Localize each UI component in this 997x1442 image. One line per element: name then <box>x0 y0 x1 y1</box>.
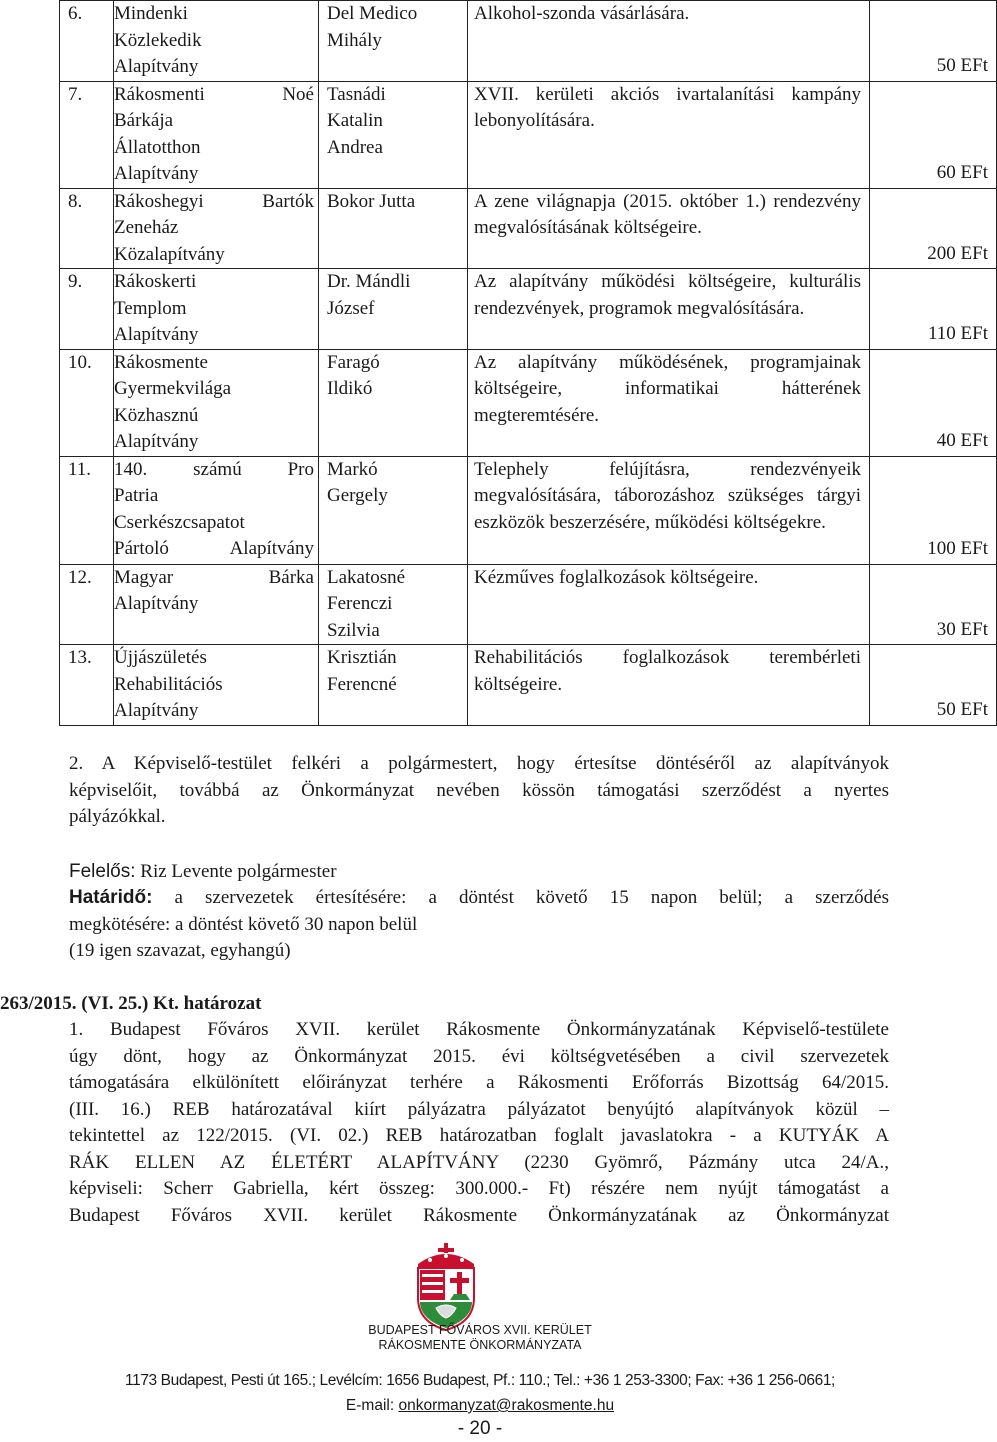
foundation-name <box>114 81 319 188</box>
foundation-name-line: Állatotthon <box>114 136 201 158</box>
grant-amount: 30 EFt <box>936 618 988 640</box>
foundation-name <box>114 349 319 456</box>
resolution-heading: 263/2015. (VI. 25.) Kt. határozat <box>0 993 262 1014</box>
responsible-line <box>69 859 889 886</box>
resolution-line: úgy dönt, hogy az Önkormányzat 2015. évi költségvetésében a civil szervezetek <box>69 1045 889 1067</box>
contact-person-line: Faragó <box>327 351 380 373</box>
contact-person-line: Mihály <box>327 29 382 51</box>
resolution-line: 1. Budapest Főváros XVII. kerület Rákosmente Önkormányzatának Képviselő-testülete <box>69 1019 889 1040</box>
table-row <box>60 564 997 645</box>
resolution-line: képviseli: Scherr Gabriella, kért összeg: 300.000.- Ft) részére nem nyújt támogatást a <box>69 1178 889 1199</box>
grants-table <box>59 0 997 726</box>
foundation-name-line: Rákoshegyi Bartók <box>114 190 314 212</box>
foundation-name-line: Mindenki <box>114 3 188 24</box>
foundation-name-line: Templom <box>114 297 187 319</box>
grant-amount-cell <box>870 349 997 456</box>
contact-person-line: Ildikó <box>327 378 373 399</box>
grant-amount-cell <box>870 188 997 269</box>
row-number: 13. <box>60 645 114 726</box>
deadline-line-1: a szervezetek értesítésére: a döntést követő 15 napon belül; a szerződés <box>152 887 889 908</box>
contact-person-line: Gergely <box>327 485 388 506</box>
grant-purpose: XVII. kerületi akciós ivartalanítási kampány lebonyolítására. <box>468 81 870 188</box>
foundation-name-line: Rákoskerti <box>114 271 197 292</box>
foundation-name-line: Alapítvány <box>114 324 199 345</box>
table-row <box>60 349 997 456</box>
foundation-name-line: Magyar Bárka <box>114 566 314 588</box>
contact-person <box>319 349 468 456</box>
foundation-name-line: 140. számú Pro <box>114 458 314 480</box>
responsible-label: Felelős: <box>69 861 136 882</box>
contact-person-line: Krisztián <box>327 647 397 668</box>
resolution-line: (III. 16.) REB határozatával kiírt pályázatra pályázatot benyújtó alapítványok közül – <box>69 1098 889 1120</box>
grant-amount-cell <box>870 645 997 726</box>
foundation-name-line: Cserkészcsapatot <box>114 511 245 533</box>
foundation-name-line: Alapítvány <box>114 163 199 184</box>
foundation-name-line: Zeneház <box>114 217 179 238</box>
foundation-name-line: Rákosmenti Noé <box>114 83 314 105</box>
grant-amount-cell <box>870 269 997 350</box>
grant-purpose: Az alapítvány működésének, programjainak költségeire, informatikai hátterének megteremtésére. <box>468 349 870 456</box>
foundation-name <box>114 269 319 350</box>
foundation-name-line: Pártoló Alapítvány <box>114 538 314 559</box>
grant-amount: 60 EFt <box>936 162 988 183</box>
foundation-name-line: Közalapítvány <box>114 243 225 265</box>
foundation-name-line: Közhasznú <box>114 404 199 426</box>
foundation-name-line: Alapítvány <box>114 700 199 721</box>
grant-amount-cell <box>870 81 997 188</box>
foundation-name-line: Rákosmente <box>114 351 208 373</box>
section-2-line: képviselőit, továbbá az Önkormányzat nevében kössön támogatási szerződést a nyertes <box>69 779 889 801</box>
contact-person <box>319 188 468 269</box>
page-number: - 20 - <box>457 1418 503 1439</box>
deadline-label: Határidő: <box>69 887 153 908</box>
grant-amount: 100 EFt <box>927 538 988 559</box>
deadline-block <box>69 885 889 965</box>
contact-person-line: Andrea <box>327 136 383 158</box>
grant-amount: 40 EFt <box>936 430 988 451</box>
row-number: 11. <box>60 456 114 564</box>
footer-email-label: E-mail: <box>345 1397 399 1414</box>
contact-person <box>319 1 468 82</box>
grant-purpose: Kézműves foglalkozások költségeire. <box>468 564 870 645</box>
table-row <box>60 188 997 269</box>
row-number: 9. <box>60 269 114 350</box>
grant-purpose: Alkohol-szonda vásárlására. <box>468 1 870 82</box>
contact-person-line: Tasnádi <box>327 83 386 105</box>
grant-purpose: Az alapítvány működési költségeire, kulturális rendezvények, programok megvalósítására. <box>468 269 870 350</box>
foundation-name <box>114 456 319 564</box>
footer-email-line <box>0 1397 960 1415</box>
grant-amount: 50 EFt <box>936 55 988 76</box>
footer-org-line-2: RÁKOSMENTE ÖNKORMÁNYZATA <box>378 1338 582 1352</box>
table-row <box>60 81 997 188</box>
foundation-name-line: Alapítvány <box>114 431 199 452</box>
grant-purpose: Rehabilitációs foglalkozások terembérleti költségeire. <box>468 645 870 726</box>
contact-person-line: Lakatosné <box>327 566 406 588</box>
contact-person-line: Katalin <box>327 110 383 131</box>
foundation-name-line: Újjászületés <box>114 647 207 668</box>
resolution-line: Budapest Főváros XVII. kerület Rákosmente Önkormányzatának az Önkormányzat <box>69 1204 889 1226</box>
row-number: 12. <box>60 564 114 645</box>
table-row <box>60 456 997 564</box>
coat-of-arms-icon <box>408 1242 484 1332</box>
foundation-name-line: Alapítvány <box>114 593 199 614</box>
grant-amount: 50 EFt <box>936 699 988 720</box>
foundation-name-line: Alapítvány <box>114 56 199 77</box>
contact-person-line: Szilvia <box>327 619 380 641</box>
foundation-name-line: Rehabilitációs <box>114 673 223 695</box>
contact-person-line: Markó <box>327 458 378 480</box>
vote-result: (19 igen szavazat, egyhangú) <box>69 940 291 961</box>
foundation-name <box>114 564 319 645</box>
section-2-line: 2. A Képviselő-testület felkéri a polgármestert, hogy értesítse döntéséről az alapítványok <box>69 753 889 774</box>
footer-address: 1173 Budapest, Pesti út 165.; Levélcím: 1656 Budapest, Pf.: 110.; Tel.: +36 1 253-3300; Fax: +36 1 256-0661; <box>125 1372 835 1389</box>
contact-person <box>319 269 468 350</box>
foundation-name-line: Közlekedik <box>114 29 202 51</box>
footer-org-line-1: BUDAPEST FŐVÁROS XVII. KERÜLET <box>368 1323 592 1337</box>
foundation-name-line: Bárkája <box>114 110 174 131</box>
contact-person-line: Bokor Jutta <box>327 190 416 212</box>
grant-amount-cell <box>870 564 997 645</box>
section-2-paragraph <box>69 751 889 831</box>
contact-person <box>319 645 468 726</box>
foundation-name <box>114 188 319 269</box>
foundation-name <box>114 645 319 726</box>
row-number: 7. <box>60 81 114 188</box>
deadline-line-2: megkötésére: a döntést követő 30 napon belül <box>69 913 418 935</box>
contact-person <box>319 456 468 564</box>
table-row <box>60 1 997 82</box>
resolution-line: tekintettel az 122/2015. (VI. 02.) REB határozatban foglalt javaslatokra - a KUTYÁK A <box>69 1125 889 1146</box>
grant-purpose: Telephely felújításra, rendezvényeik megvalósítására, táborozáshoz szükséges tárgyi eszközök beszerzésére, működési költségekre. <box>468 456 870 564</box>
foundation-name-line: Patria <box>114 485 159 506</box>
row-number: 6. <box>60 1 114 82</box>
footer-email-link[interactable]: onkormanyzat@rakosmente.hu <box>398 1397 615 1414</box>
contact-person-line: Ferencné <box>327 673 397 695</box>
table-row <box>60 645 997 726</box>
contact-person <box>319 81 468 188</box>
responsible-value: Riz Levente polgármester <box>135 861 337 882</box>
resolution-line: támogatására elkülönített előirányzat terhére a Rákosmenti Erőforrás Bizottság 64/2015. <box>69 1072 889 1093</box>
contact-person-line: Del Medico <box>327 3 418 24</box>
grant-amount: 200 EFt <box>927 242 988 264</box>
grant-amount: 110 EFt <box>928 323 988 344</box>
grants-table-body <box>60 1 997 726</box>
table-row <box>60 269 997 350</box>
grant-amount-cell <box>870 1 997 82</box>
foundation-name <box>114 1 319 82</box>
row-number: 8. <box>60 188 114 269</box>
resolution-body <box>69 1017 889 1229</box>
section-2-line: pályázókkal. <box>69 806 166 827</box>
grant-amount-cell <box>870 456 997 564</box>
contact-person <box>319 564 468 645</box>
contact-person-line: Ferenczi <box>327 593 393 614</box>
grant-purpose: A zene világnapja (2015. október 1.) rendezvény megvalósításának költségeire. <box>468 188 870 269</box>
foundation-name-line: Gyermekvilága <box>114 378 232 399</box>
contact-person-line: József <box>327 297 375 319</box>
row-number: 10. <box>60 349 114 456</box>
contact-person-line: Dr. Mándli <box>327 271 411 292</box>
resolution-line: RÁK ELLEN AZ ÉLETÉRT ALAPÍTVÁNY (2230 Gyömrő, Pázmány utca 24/A., <box>69 1151 889 1173</box>
